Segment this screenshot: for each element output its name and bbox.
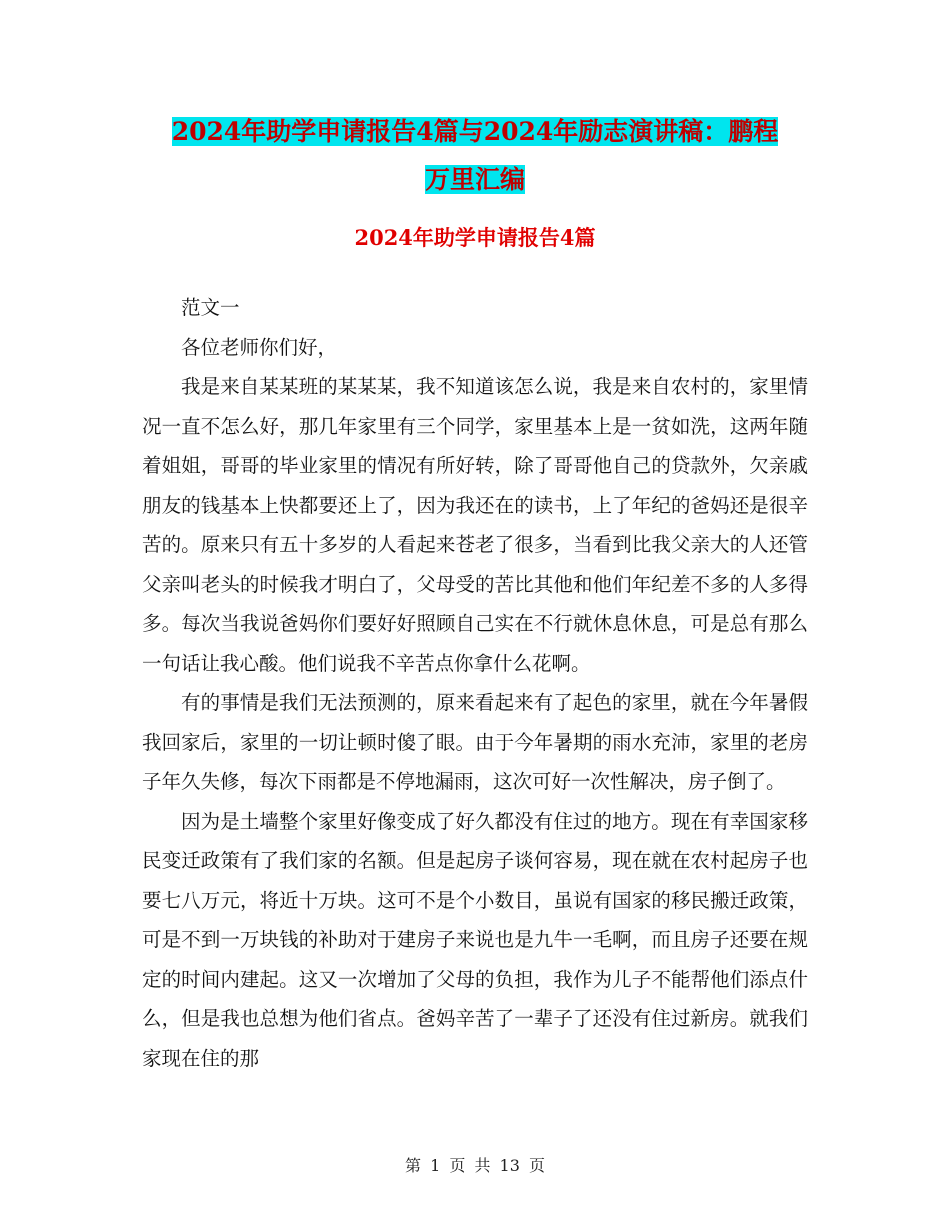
document-title-line1: 2024年助学申请报告4篇与2024年励志演讲稿：鹏程 (171, 117, 779, 146)
document-title-line2: 万里汇编 (424, 165, 525, 194)
document-body (142, 288, 808, 1078)
paragraph: 有的事情是我们无法预测的，原来看起来有了起色的家里，就在今年暑假我回家后，家里的一切让顿时傻了眼。由于今年暑期的雨水充沛，家里的老房子年久失修，每次下雨都是不停地漏雨，这次可好一次性解决，房子倒了。 (142, 691, 808, 793)
paragraph: 因为是土墙整个家里好像变成了好久都没有住过的地方。现在有幸国家移民变迁政策有了我们家的名额。但是起房子谈何容易，现在就在农村起房子也要七八万元，将近十万块。这可不是个小数目，虽说有国家的移民搬迁政策，可是不到一万块钱的补助对于建房子来说也是九牛一毛啊，而且房子还要在规定的时间内建起。这又一次增加了父母的负担，我作为儿子不能帮他们添点什么，但是我也总想为他们省点。爸妈辛苦了一辈子了还没有住过新房。就我们家现在住的那 (142, 809, 808, 1070)
paragraph: 各位老师你们好， (181, 335, 338, 359)
page-footer: 第 1 页 共 13 页 (405, 1156, 545, 1175)
document-title (142, 108, 808, 204)
paragraph: 我是来自某某班的某某某，我不知道该怎么说，我是来自农村的，家里情况一直不怎么好，那几年家里有三个同学，家里基本上是一贫如洗，这两年随着姐姐，哥哥的毕业家里的情况有所好转，除了哥哥他自己的贷款外，欠亲戚朋友的钱基本上快都要还上了，因为我还在的读书，上了年纪的爸妈还是很辛苦的。原来只有五十多岁的人看起来苍老了很多，当看到比我父亲大的人还管父亲叫老头的时候我才明白了，父母受的苦比其他和他们年纪差不多的人多得多。每次当我说爸妈你们要好好照顾自己实在不行就休息休息，可是总有那么一句话让我心酸。他们说我不辛苦点你拿什么花啊。 (142, 375, 808, 675)
paragraph: 范文一 (181, 296, 240, 319)
section-title: 2024年助学申请报告4篇 (354, 225, 596, 250)
